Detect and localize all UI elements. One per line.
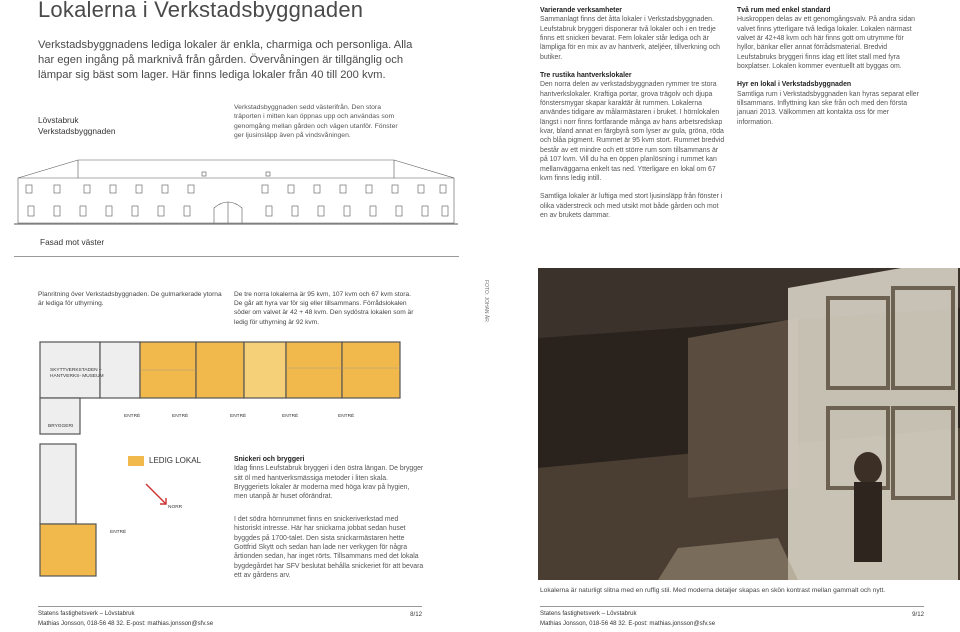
entre-label-4: ENTRÉ	[282, 414, 299, 419]
plan-caption-2: De tre norra lokalerna är 95 kvm, 107 kvm och 67 kvm stora. De går att hyra var för sig eller tillsammans. Förrådslokalen söder om valvet är 42 + 48 kvm. Den sydöstra lokalen som är ledig för uthyrning är 92 kvm.	[234, 291, 414, 326]
north-label: NORR	[168, 505, 183, 510]
bryggeri-label: BRYGGERI	[48, 424, 74, 429]
page-number: 9/12	[912, 611, 924, 618]
entre-label-5: ENTRÉ	[338, 414, 355, 419]
legend-text: LEDIG LOKAL	[149, 456, 202, 465]
page-title: Lokalerna i Verkstadsbyggnaden	[38, 0, 364, 22]
entre-label-6: ENTRÉ	[110, 530, 127, 535]
footer-contact: Mathias Jonsson, 018-56 48 32. E-post: mathias.jonsson@sfv.se	[540, 619, 716, 627]
side-label-line1: Lövstabruk	[38, 115, 79, 125]
section-text: Huskroppen delas av ett genomgångsvalv. På andra sidan valvet finns ytterligare två lediga lokaler. Lokalen närmast valvet är 42+48 kvm och här finns gott om utrymme för hyllor, bänkar eller annat förrådsmaterial. Bredvid Leufstabruks bryggeri finns idag ett litet stall med fyra boxplatser. Lokalen kommer eventuellt att byggas om.	[737, 16, 915, 71]
right-column-1	[540, 6, 726, 220]
section-text: Samtliga rum i Verkstadsbyggnaden kan hyras separat eller tillsammans. Inflyttning kan ske från och med den första januari 2013. Välkommen att kontakta oss för mer information.	[737, 90, 919, 126]
footer-left	[38, 606, 422, 629]
section-text: Den norra delen av verkstadsbyggnaden rymmer tre stora hantverkslokaler. Kraftiga portar, grova trägolv och djupa fönstersmygar skapar karaktär åt rummen. Lokalerna användes tidigare av målarmästaren i bruket. I hörnlokalen längst i norr finns fortfarande många av hans arbetsredskap kvar, bland annat en färgbyrå som lyser av gula, gröna, röda och blåa pigment. Rummet är 95 kvm stort. Rummet bredvid består av ett mindre och ett större rum som tillsammans är på 107 kvm. Vill du ha en öppen planlösning i rummet kan mellanväggarna enkelt tas ned. Ytterligare en lokal om 67 kvm finns ledig intill.	[540, 81, 725, 182]
free-room-5	[342, 342, 400, 398]
snickeri-block	[234, 455, 424, 502]
section-text: Samtliga lokaler är luftiga med stort ljusinsläpp från fönster i olika väderstreck och med utsikt mot både gården och mot en av brukets dammar.	[540, 193, 723, 219]
entre-label-3: ENTRÉ	[230, 414, 247, 419]
entre-label-2: ENTRÉ	[172, 414, 189, 419]
facade-caption: Verkstadsbyggnaden sedd västerifrån. Den stora träporten i mitten kan öppnas upp och användas som genomgång mellan gården och vägen utanför. Fönster ger ljusinsläpp även på vindsvåningen.	[234, 104, 398, 140]
free-room-3	[244, 342, 286, 398]
section-head: Hyr en lokal i Verkstadsbyggnaden	[737, 81, 852, 89]
page-number: 8/12	[410, 611, 422, 618]
intro-text: Verkstadsbyggnadens lediga lokaler är enkla, charmiga och personliga. Alla har egen ingång på marknivå från gården. Övervåningen är tillgänglig och lämpar sig bäst som lager. Här finns lediga lokaler från 40 till 200 kvm.	[38, 39, 413, 81]
section-head: Tre rustika hantverkslokaler	[540, 72, 632, 80]
legend-swatch	[128, 456, 144, 466]
footer-right	[540, 606, 924, 629]
divider	[14, 256, 459, 257]
interior-photo	[538, 268, 960, 580]
facade-label: Fasad mot väster	[40, 237, 105, 247]
footer-rule	[38, 606, 422, 607]
museum-room-2	[100, 342, 140, 398]
entre-label-1: ENTRÉ	[124, 414, 141, 419]
footer-org: Statens fastighetsverk – Lövstabruk	[540, 609, 637, 617]
footer-contact: Mathias Jonsson, 018-56 48 32. E-post: mathias.jonsson@sfv.se	[38, 619, 214, 627]
footer-org: Statens fastighetsverk – Lövstabruk	[38, 609, 135, 617]
side-label-line2: Verkstadsbyggnaden	[38, 126, 116, 136]
snickeri-head: Snickeri och bryggeri	[234, 456, 305, 463]
floor-plan	[36, 338, 416, 438]
section-head: Två rum med enkel standard	[737, 7, 831, 14]
section-head: Varierande verksamheter	[540, 7, 622, 14]
snickeri-text-2: I det södra hörnrummet finns en snickeriverkstad med historiskt intresse. Här har snickarna jobbat sedan huset byggdes på 1700-talet. Den sista snickarmästaren hette Gottfrid Skytt och sedan han lade ner verkygen för några årtionden sedan, har inget rörts. Tillsammans med det lokala bygdegårdet har SFV beslutat behålla snickeriet för att bevara ett av gårdens arv.	[234, 516, 424, 580]
museum-label: SKYTTVERKSTADEN – HANTVERKS- MUSEUM	[50, 368, 104, 379]
free-room-2	[196, 342, 244, 398]
free-room-4	[286, 342, 342, 398]
photo-credit: FOTO: JOHAN ÅR	[483, 280, 489, 322]
photo-caption: Lokalerna är naturligt slitna med en ruffig stil. Med moderna detaljer skapas en skön kontrast mellan gammalt och nytt.	[540, 587, 886, 594]
plan-caption: Planritning över Verkstadsbyggnaden. De gulmarkerade ytorna är lediga för uthyrning.	[38, 291, 222, 308]
side-label	[38, 115, 116, 137]
right-column-2	[737, 6, 923, 127]
snickeri-text: Idag finns Leufstabruk bryggeri i den östra längan. De brygger sitt öl med hantverksmässiga metoder i liten skala. Bryggeriets lokaler är moderna med höga krav på hygien, men utanpå är huset oförändrat.	[234, 465, 424, 501]
facade-drawing	[14, 150, 458, 232]
section-text: Sammanlagt finns det åtta lokaler i Verkstadsbyggnaden. Leufstabruk bryggeri disponerar två lokaler och i en tredje finns ett snickeri bevarat. Fem lokaler står lediga och är lämpliga för en mix av av hantverk, ateljéer, tillverkning och butiker.	[540, 16, 721, 61]
footer-rule	[540, 606, 924, 607]
